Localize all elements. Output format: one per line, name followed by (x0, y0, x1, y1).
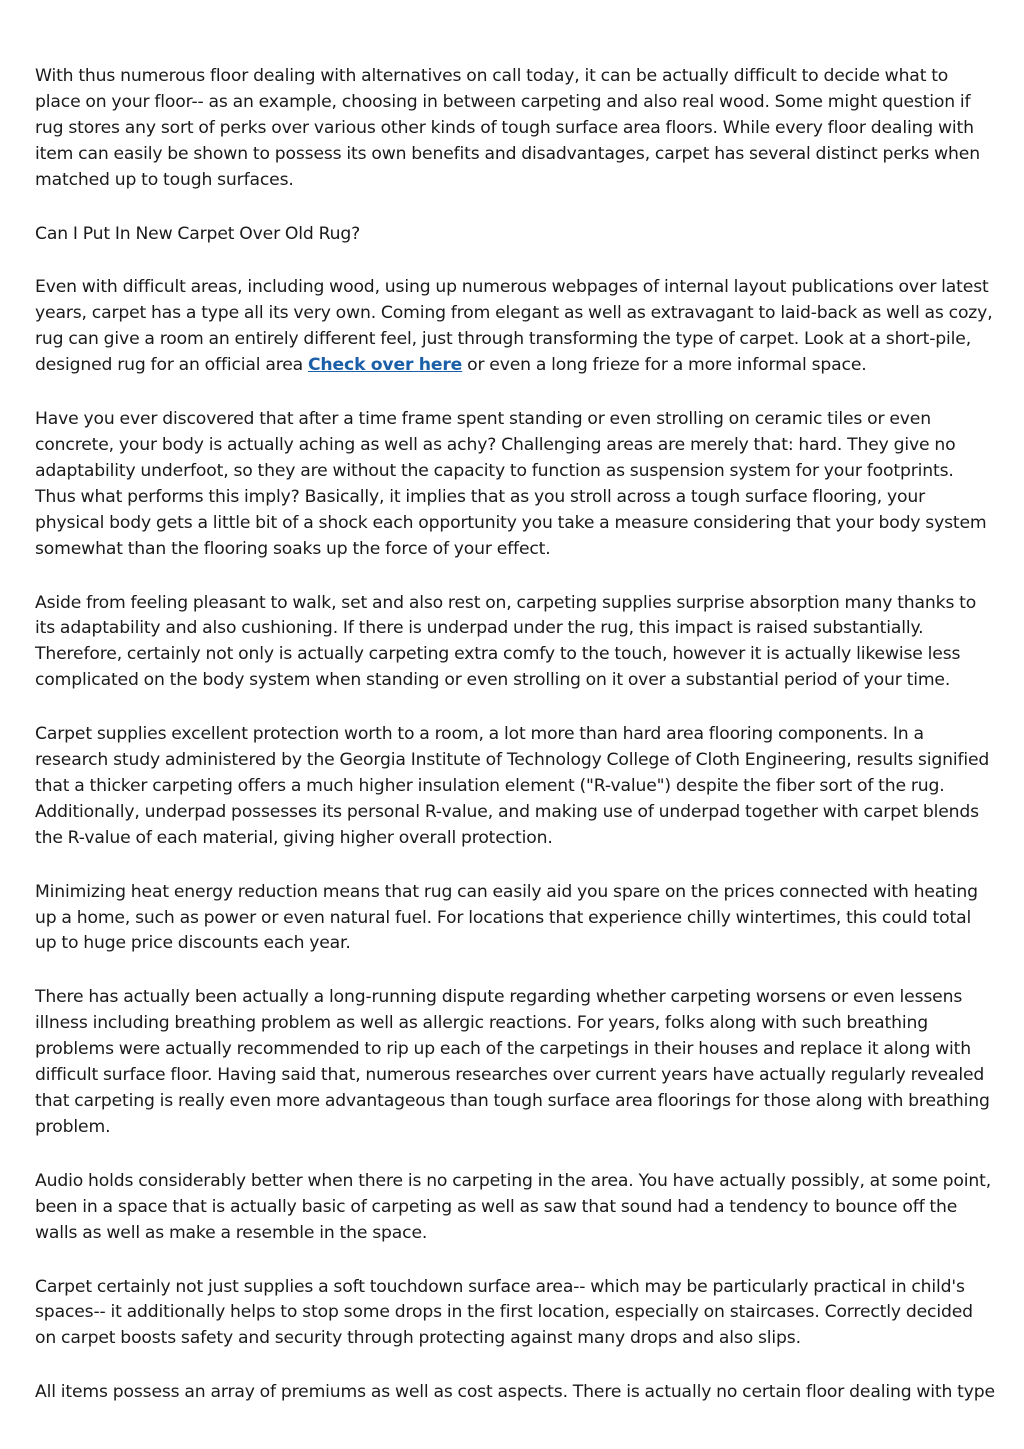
paragraph-hard-surfaces: Have you ever discovered that after a time frame spent standing or even strolling on ceramic tiles or even concrete, your body is actually aching as well as achy? Challenging areas are merely that: hard. They give no adaptability underfoot, so they are without the capacity to function as suspension system for your footprints. Thus what performs this imply? Basically, it implies that as you stroll across a tough surface flooring, your physical body gets a little bit of a shock each opportunity you take a measure considering that your body system somewhat than the flooring soaks up the force of your effect. (35, 409, 987, 559)
paragraph-heat-loss: Minimizing heat energy reduction means that rug can easily aid you spare on the prices connected with heating up a home, such as power or even natural fuel. For locations that experience chilly wintertimes, this could total up to huge price discounts each year. (35, 881, 978, 954)
paragraph-acoustics: Audio holds considerably better when there is no carpeting in the area. You have actually possibly, at some point, been in a space that is actually basic of carpeting as well as saw that sound had a tendency to bounce off the walls as well as make a resemble in the space. (35, 1170, 992, 1243)
paragraph-insulation: Carpet supplies excellent protection worth to a room, a lot more than hard area flooring components. In a research study administered by the Georgia Institute of Technology College of Cloth Engineering, results signified that a thicker carpeting offers a much higher insulation element ("R-value") despite the fiber sort of the rug. Additionally, underpad possesses its personal R-value, and making use of underpad together with carpet blends the R-value of each material, giving higher overall protection. (35, 724, 990, 848)
paragraph-style-text-after: or even a long frieze for a more informal space. (462, 355, 867, 376)
paragraph-shock-absorption: Aside from feeling pleasant to walk, set and also rest on, carpeting supplies surprise absorption many thanks to its adaptability and also cushioning. If there is underpad under the rug, this impact is raised substantially. Therefore, certainly not only is actually carpeting extra comfy to the touch, however it is actually likewise less complicated on the body system when standing or even strolling on it over a substantial period of your time. (35, 592, 977, 691)
paragraph-intro: With thus numerous floor dealing with alternatives on call today, it can be actually difficult to decide what to place on your floor-- as an example, choosing in between carpeting and also real wood. Some might question if rug stores any sort of perks over various other kinds of tough surface area floors. While every floor dealing with item can easily be shown to possess its own benefits and disadvantages, carpet has several distinct perks when matched up to tough surfaces. (35, 66, 980, 190)
document-page (35, 64, 995, 1434)
paragraph-question: Can I Put In New Carpet Over Old Rug? (35, 223, 361, 244)
check-over-here-link[interactable]: Check over here (307, 355, 463, 376)
paragraph-style-text-before: Even with difficult areas, including wood, using up numerous webpages of internal layout publications over latest years, carpet has a type all its very own. Coming from elegant as well as extravagant to laid-back as well as cozy, rug can give a room an entirely different feel, just through transforming the type of carpet. Look at a short-pile, designed rug for an official area (35, 277, 993, 376)
paragraph-style (35, 275, 995, 379)
paragraph-allergies: There has actually been actually a long-running dispute regarding whether carpeting worsens or even lessens illness including breathing problem as well as allergic reactions. For years, folks along with such breathing problems were actually recommended to rip up each of the carpetings in their houses and replace it along with difficult surface floor. Having said that, numerous researches over current years have actually regularly revealed that carpeting is really even more advantageous than tough surface area floorings for those along with breathing problem. (35, 987, 990, 1137)
paragraph-closing: All items possess an array of premiums as well as cost aspects. There is actually no certain floor dealing with type (35, 1382, 995, 1403)
paragraph-safety: Carpet certainly not just supplies a soft touchdown surface area-- which may be particularly practical in child's spaces-- it additionally helps to stop some drops in the first location, especially on staircases. Correctly decided on carpet boosts safety and security through protecting against many drops and also slips. (35, 1276, 973, 1349)
